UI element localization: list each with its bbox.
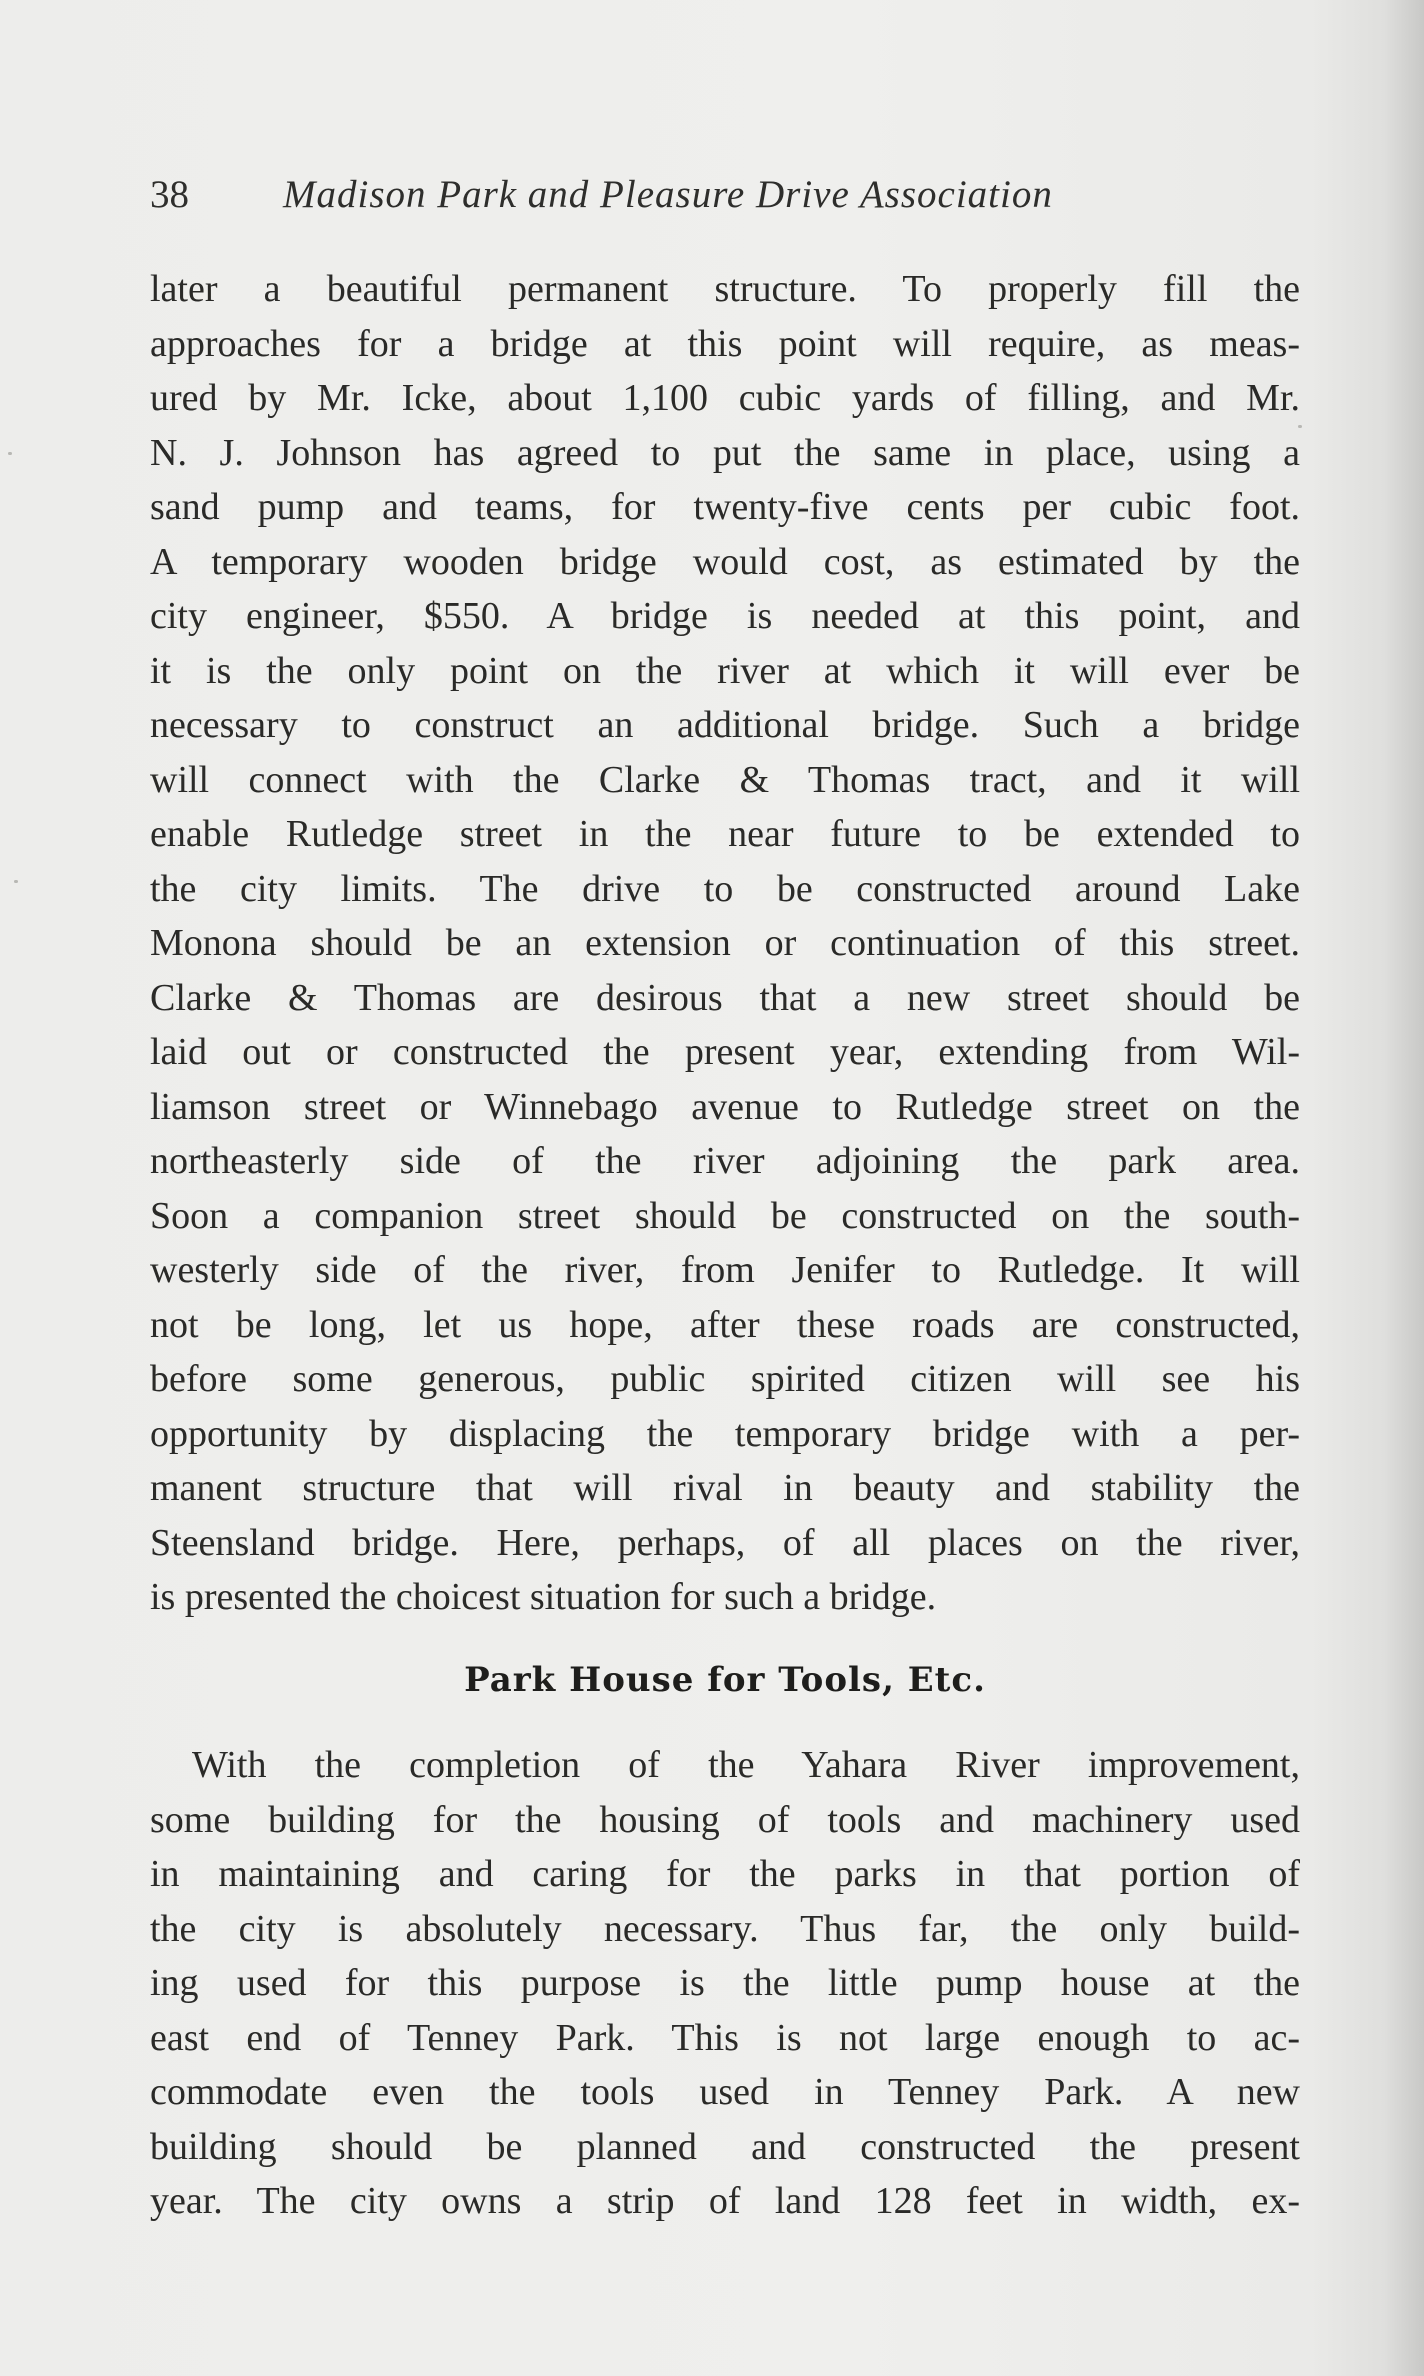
text-line: is presented the choicest situation for such a bridge. [150, 1576, 937, 1618]
margin-speck [14, 880, 18, 883]
text-line: approaches for a bridge at this point will require, as meas- [150, 322, 1300, 365]
text-line: city engineer, $550. A bridge is needed at this point, and [150, 595, 1300, 637]
text-line: some building for the housing of tools and machinery used [150, 1798, 1300, 1841]
text-line: westerly side of the river, from Jenifer to Rutledge. It will [150, 1249, 1300, 1291]
page-edge-shadow [1384, 0, 1424, 2376]
paragraph-bridge [150, 262, 1300, 1625]
text-line: east end of Tenney Park. This is not large enough to ac- [150, 2016, 1300, 2059]
page-number: 38 [150, 173, 189, 216]
text-line: northeasterly side of the river adjoining the park area. [150, 1140, 1300, 1182]
text-line: it is the only point on the river at which it will ever be [150, 649, 1300, 692]
text-line: ing used for this purpose is the little pump house at the [150, 1962, 1300, 2004]
text-line: year. The city owns a strip of land 128 feet in width, ex- [150, 2180, 1300, 2222]
running-title: Madison Park and Pleasure Drive Association [283, 173, 1053, 216]
text-line: necessary to construct an additional bridge. Such a bridge [150, 704, 1300, 746]
text-line: manent structure that will rival in beauty and stability the [150, 1467, 1300, 1509]
text-line: enable Rutledge street in the near future to be extended to [150, 813, 1300, 855]
text-line: the city limits. The drive to be constructed around Lake [150, 867, 1300, 910]
text-line: sand pump and teams, for twenty-five cents per cubic foot. [150, 486, 1300, 528]
text-line: before some generous, public spirited citizen will see his [150, 1358, 1300, 1400]
text-line: With the completion of the Yahara River improvement, [192, 1744, 1300, 1786]
text-line: Clarke & Thomas are desirous that a new street should be [150, 976, 1300, 1019]
text-line: A temporary wooden bridge would cost, as estimated by the [150, 540, 1300, 583]
text-line: not be long, let us hope, after these roads are constructed, [150, 1303, 1300, 1346]
text-line: Soon a companion street should be constructed on the south- [150, 1194, 1300, 1237]
text-line: Steensland bridge. Here, perhaps, of all places on the river, [150, 1521, 1300, 1564]
text-line: N. J. Johnson has agreed to put the same in place, using a [150, 431, 1300, 474]
text-line: laid out or constructed the present year, extending from Wil- [150, 1031, 1300, 1073]
text-line: commodate even the tools used in Tenney Park. A new [150, 2071, 1300, 2113]
text-line: ured by Mr. Icke, about 1,100 cubic yards of filling, and Mr. [150, 377, 1300, 419]
text-line: Monona should be an extension or continuation of this street. [150, 922, 1300, 964]
paragraph-park-house [150, 1738, 1300, 2229]
text-line: in maintaining and caring for the parks in that portion of [150, 1853, 1300, 1895]
text-line: opportunity by displacing the temporary bridge with a per- [150, 1412, 1300, 1455]
text-line: building should be planned and constructed the present [150, 2125, 1300, 2168]
text-line: later a beautiful permanent structure. To properly fill the [150, 268, 1300, 310]
section-heading: Park House for Tools, Etc. [464, 1660, 986, 1700]
text-line: the city is absolutely necessary. Thus far, the only build- [150, 1907, 1300, 1950]
page-header [150, 172, 1300, 232]
text-line: liamson street or Winnebago avenue to Rutledge street on the [150, 1085, 1300, 1128]
margin-speck [8, 452, 12, 455]
text-line: will connect with the Clarke & Thomas tract, and it will [150, 758, 1300, 801]
